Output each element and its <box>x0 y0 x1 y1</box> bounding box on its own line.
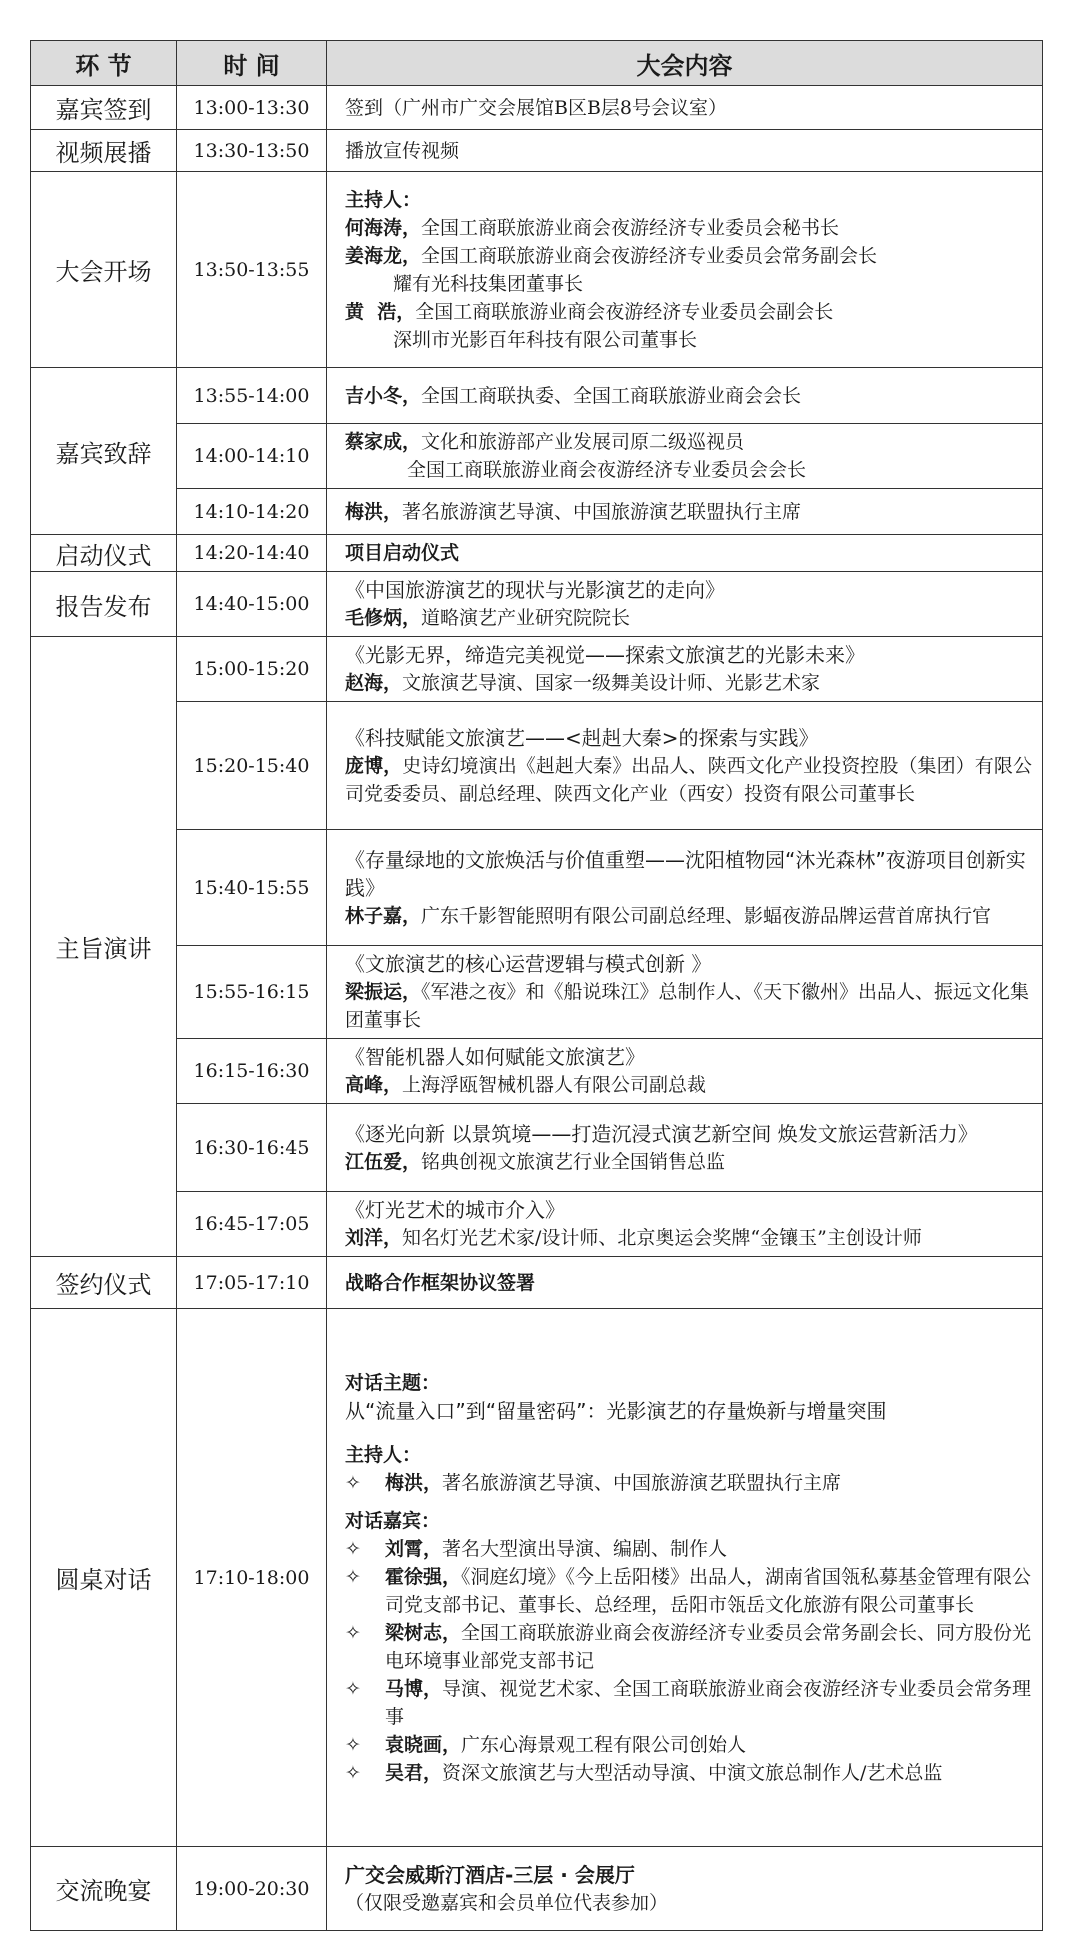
time-cell: 16:30-16:45 <box>177 1104 327 1192</box>
section-label: 交流晚宴 <box>31 1847 177 1931</box>
time-cell: 13:55-14:00 <box>177 368 327 424</box>
content-cell <box>327 424 1043 489</box>
table-row <box>31 637 1043 702</box>
content-cell <box>327 572 1043 637</box>
time-cell: 17:05-17:10 <box>177 1257 327 1309</box>
table-row <box>31 1192 1043 1257</box>
person-name: 梅洪， <box>345 500 403 523</box>
guest-item <box>345 1675 1032 1731</box>
table-row <box>31 424 1043 489</box>
talk-title: 《逐光向新 以景筑境——打造沉浸式演艺新空间 焕发文旅运营新活力》 <box>345 1121 978 1146</box>
table-row <box>31 535 1043 572</box>
bullet-icon: ✧ <box>345 1761 361 1784</box>
table-header-row <box>31 41 1043 86</box>
content-cell <box>327 535 1043 572</box>
person-name: 何海涛， <box>345 216 422 239</box>
time-cell: 17:10-18:00 <box>177 1309 327 1847</box>
section-label: 嘉宾签到 <box>31 86 177 130</box>
section-label: 报告发布 <box>31 572 177 637</box>
table-row <box>31 702 1043 830</box>
header-time: 时 间 <box>177 41 327 86</box>
speaker-name: 庞博， <box>345 754 403 777</box>
speaker-desc: 广东千影智能照明有限公司副总经理、影蝠夜游品牌运营首席执行官 <box>421 904 992 927</box>
content-text: 战略合作框架协议签署 <box>345 1271 536 1294</box>
section-label: 嘉宾致辞 <box>31 368 177 535</box>
time-cell: 15:20-15:40 <box>177 702 327 830</box>
table-row <box>31 830 1043 946</box>
guest-item <box>345 1535 1032 1563</box>
time-cell: 13:00-13:30 <box>177 86 327 130</box>
person-desc: 全国工商联旅游业商会夜游经济专业委员会副会长 <box>415 300 834 323</box>
talk-title: 《灯光艺术的城市介入》 <box>345 1198 565 1222</box>
guest-desc: 《洞庭幻境》《今上岳阳楼》出品人，湖南省国瓴私募基金管理有限公司党支部书记、董事长、总经理，岳阳市瓴岳文化旅游有限公司董事长 <box>385 1565 1032 1616</box>
person-desc: 全国工商联旅游业商会夜游经济专业委员会常务副会长 <box>421 244 878 267</box>
section-label: 视频展播 <box>31 130 177 172</box>
guest-desc: 导演、视觉艺术家、全国工商联旅游业商会夜游经济专业委员会常务理事 <box>385 1677 1032 1728</box>
venue-text: 广交会威斯汀酒店-三层 · 会展厅 <box>345 1862 635 1887</box>
speaker-desc: 道略演艺产业研究院院长 <box>421 607 631 629</box>
talk-title: 《存量绿地的文旅焕活与价值重塑——沈阳植物园“沐光森林”夜游项目创新实践》 <box>345 847 1026 900</box>
content-cell <box>327 1039 1043 1104</box>
guest-item <box>345 1731 1032 1759</box>
host-label: 主持人： <box>345 1443 422 1466</box>
speaker-desc: 知名灯光艺术家/设计师、北京奥运会奖牌“金镶玉”主创设计师 <box>402 1227 922 1249</box>
speaker-name: 梁振运， <box>345 981 422 1003</box>
content-cell <box>327 1192 1043 1257</box>
section-label: 圆桌对话 <box>31 1309 177 1847</box>
speaker-desc: 《军港之夜》和《船说珠江》总制作人、《天下徽州》出品人、振远文化集团董事长 <box>345 981 1030 1031</box>
content-cell <box>327 489 1043 535</box>
bullet-icon: ✧ <box>345 1621 361 1644</box>
time-cell: 14:40-15:00 <box>177 572 327 637</box>
time-cell: 13:30-13:50 <box>177 130 327 172</box>
table-row <box>31 946 1043 1039</box>
speaker-desc: 铭典创视文旅演艺行业全国销售总监 <box>421 1150 726 1173</box>
guest-name: 马博， <box>385 1677 443 1700</box>
talk-title: 《光影无界，缔造完美视觉——探索文旅演艺的光影未来》 <box>345 643 865 667</box>
person-desc: 耀有光科技集团董事长 <box>393 272 584 295</box>
person-desc: 全国工商联旅游业商会夜游经济专业委员会秘书长 <box>421 216 840 239</box>
speaker-name: 赵海， <box>345 672 403 694</box>
guests-label: 对话嘉宾： <box>345 1509 441 1532</box>
bullet-icon: ✧ <box>345 1565 361 1588</box>
speaker-desc: 上海浮瓯智械机器人有限公司副总裁 <box>402 1074 707 1096</box>
table-row <box>31 572 1043 637</box>
content-text: 签到（广州市广交会展馆B区B层8号会议室） <box>345 96 728 119</box>
time-cell: 19:00-20:30 <box>177 1847 327 1931</box>
table-row <box>31 172 1043 368</box>
guest-desc: 广东心海景观工程有限公司创始人 <box>461 1733 747 1756</box>
person-name: 蔡家成， <box>345 431 422 453</box>
talk-title: 《智能机器人如何赋能文旅演艺》 <box>345 1045 645 1069</box>
time-cell: 14:20-14:40 <box>177 535 327 572</box>
table-row <box>31 1309 1043 1847</box>
talk-title: 《科技赋能文旅演艺——<赳赳大秦>的探索与实践》 <box>345 725 819 750</box>
bullet-icon: ✧ <box>345 1733 361 1756</box>
section-label: 主旨演讲 <box>31 637 177 1257</box>
time-cell: 15:00-15:20 <box>177 637 327 702</box>
content-cell <box>327 1104 1043 1192</box>
person-name: 吉小冬， <box>345 384 422 407</box>
person-desc: 深圳市光影百年科技有限公司董事长 <box>393 328 698 351</box>
person-name: 姜海龙， <box>345 244 422 267</box>
header-section: 环 节 <box>31 41 177 86</box>
content-cell <box>327 946 1043 1039</box>
speaker-name: 林子嘉， <box>345 904 422 927</box>
person-desc: 著名旅游演艺导演、中国旅游演艺联盟执行主席 <box>402 500 802 523</box>
content-cell <box>327 830 1043 946</box>
content-cell <box>327 130 1043 172</box>
time-cell: 13:50-13:55 <box>177 172 327 368</box>
host-label: 主持人： <box>345 188 422 211</box>
time-cell: 15:40-15:55 <box>177 830 327 946</box>
content-cell <box>327 1257 1043 1309</box>
header-content: 大会内容 <box>327 41 1043 86</box>
section-label: 签约仪式 <box>31 1257 177 1309</box>
content-cell <box>327 1847 1043 1931</box>
bullet-icon: ✧ <box>345 1471 361 1494</box>
speaker-desc: 文旅演艺导演、国家一级舞美设计师、光影艺术家 <box>402 672 821 694</box>
content-cell <box>327 702 1043 830</box>
bullet-icon: ✧ <box>345 1537 361 1560</box>
content-cell <box>327 368 1043 424</box>
guest-name: 霍徐强， <box>385 1565 462 1588</box>
content-cell <box>327 172 1043 368</box>
guest-name: 袁晓画， <box>385 1733 462 1756</box>
guest-desc: 全国工商联旅游业商会夜游经济专业委员会常务副会长、同方股份光电环境事业部党支部书记 <box>385 1621 1032 1672</box>
section-label: 启动仪式 <box>31 535 177 572</box>
host-name: 梅洪， <box>385 1471 443 1494</box>
table-row <box>31 86 1043 130</box>
speaker-name: 高峰， <box>345 1074 403 1096</box>
table-row <box>31 1847 1043 1931</box>
content-text: 播放宣传视频 <box>345 139 460 162</box>
talk-title: 《中国旅游演艺的现状与光影演艺的走向》 <box>345 578 725 602</box>
table-row <box>31 489 1043 535</box>
content-cell <box>327 637 1043 702</box>
guest-desc: 资深文旅演艺与大型活动导演、中演文旅总制作人/艺术总监 <box>442 1761 943 1784</box>
guest-name: 梁树志， <box>385 1621 462 1644</box>
content-cell <box>327 1309 1043 1847</box>
guest-item <box>345 1759 1032 1787</box>
guest-name: 刘霄， <box>385 1537 443 1560</box>
time-cell: 16:15-16:30 <box>177 1039 327 1104</box>
topic-label: 对话主题： <box>345 1371 441 1394</box>
guest-item <box>345 1619 1032 1675</box>
host-desc: 著名旅游演艺导演、中国旅游演艺联盟执行主席 <box>442 1471 842 1494</box>
person-desc: 全国工商联执委、全国工商联旅游业商会会长 <box>421 384 802 407</box>
guest-item <box>345 1563 1032 1619</box>
talk-title: 《文旅演艺的核心运营逻辑与模式创新 》 <box>345 952 712 976</box>
table-row <box>31 1257 1043 1309</box>
guest-desc: 著名大型演出导演、编剧、制作人 <box>442 1537 728 1560</box>
table-row <box>31 1104 1043 1192</box>
person-desc: 文化和旅游部产业发展司原二级巡视员 <box>421 431 745 453</box>
speaker-desc: 史诗幻境演出《赳赳大秦》出品人、陕西文化产业投资控股（集团）有限公司党委委员、副总经理、陕西文化产业（西安）投资有限公司董事长 <box>345 754 1032 805</box>
table-row <box>31 1039 1043 1104</box>
section-label: 大会开场 <box>31 172 177 368</box>
person-name: 黄 浩， <box>345 300 416 323</box>
time-cell: 14:10-14:20 <box>177 489 327 535</box>
bullet-icon: ✧ <box>345 1677 361 1700</box>
content-cell <box>327 86 1043 130</box>
venue-note: （仅限受邀嘉宾和会员单位代表参加） <box>345 1891 669 1914</box>
topic-text: 从“流量入口”到“留量密码”：光影演艺的存量焕新与增量突围 <box>345 1398 887 1423</box>
speaker-name: 刘洋， <box>345 1227 403 1249</box>
guest-name: 吴君， <box>385 1761 443 1784</box>
table-row <box>31 130 1043 172</box>
speaker-name: 毛修炳， <box>345 607 422 629</box>
person-desc: 全国工商联旅游业商会夜游经济专业委员会会长 <box>407 459 807 481</box>
content-text: 项目启动仪式 <box>345 542 460 564</box>
agenda-table <box>30 40 1043 1931</box>
table-row <box>31 368 1043 424</box>
time-cell: 14:00-14:10 <box>177 424 327 489</box>
time-cell: 15:55-16:15 <box>177 946 327 1039</box>
time-cell: 16:45-17:05 <box>177 1192 327 1257</box>
speaker-name: 江伍爱， <box>345 1150 422 1173</box>
